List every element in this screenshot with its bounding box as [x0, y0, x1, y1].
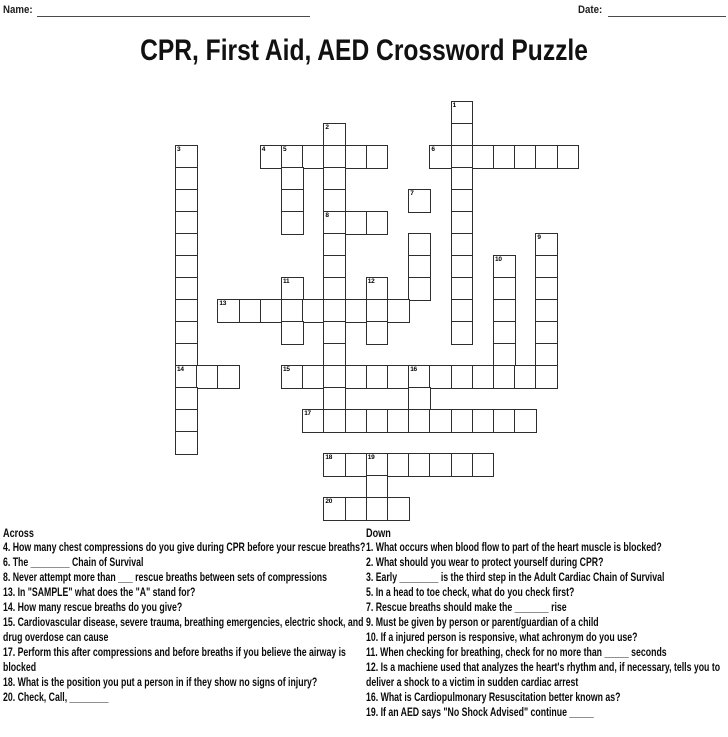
grid-cell[interactable]	[366, 321, 389, 345]
grid-cell[interactable]	[217, 299, 240, 323]
grid-cell[interactable]	[408, 453, 431, 477]
grid-cell[interactable]	[175, 387, 198, 411]
grid-cell[interactable]	[366, 497, 389, 521]
grid-cell[interactable]	[345, 409, 368, 433]
grid-cell[interactable]	[281, 321, 304, 345]
cell-number: 1	[452, 102, 456, 109]
grid-cell[interactable]	[217, 365, 240, 389]
cell-number: 20	[325, 498, 333, 505]
grid-cell[interactable]	[387, 453, 410, 477]
grid-cell[interactable]	[472, 453, 495, 477]
grid-cell[interactable]	[535, 321, 558, 345]
cell-number: 3	[177, 146, 181, 153]
cell-number: 4	[261, 146, 266, 153]
grid-cell[interactable]	[451, 321, 474, 345]
grid-cell[interactable]	[535, 277, 558, 301]
clue-down-12: 12. Is a machiene used that analyzes the heart's rhythm and, if necessary, tells you to deliver a shock to a victim in sudden cardiac arrest	[366, 662, 721, 689]
clue-across-14: 14. How many rescue breaths do you give?	[3, 602, 183, 614]
grid-cell[interactable]	[323, 321, 346, 345]
grid-cell[interactable]	[387, 409, 410, 433]
clue-across-17: 17. Perform this after compressions and before breaths if you believe the airway is blocked	[3, 647, 346, 674]
grid-cell[interactable]	[429, 365, 452, 389]
grid-cell[interactable]	[239, 299, 262, 323]
grid-cell[interactable]	[429, 453, 452, 477]
cell-number: 5	[283, 146, 287, 153]
grid-cell[interactable]	[472, 365, 495, 389]
grid-cell[interactable]	[281, 299, 304, 323]
grid-cell[interactable]	[323, 277, 346, 301]
crossword-grid	[175, 101, 585, 526]
grid-cell[interactable]	[323, 497, 346, 521]
grid-cell[interactable]	[175, 167, 198, 191]
cell-number: 14	[177, 366, 184, 373]
grid-cell[interactable]	[302, 299, 325, 323]
clue-down-5: 5. In a head to toe check, what do you check first?	[366, 587, 575, 599]
grid-cell[interactable]	[451, 123, 474, 147]
clue-down-3: 3. Early ________ is the third step in the Adult Cardiac Chain of Survival	[366, 572, 665, 584]
grid-cell[interactable]	[175, 277, 198, 301]
grid-cell[interactable]	[535, 255, 558, 279]
clue-across-15: 15. Cardiovascular disease, severe trauma, breathing emergencies, electric shock, and drug overdose can cause	[3, 617, 364, 644]
grid-cell[interactable]	[281, 167, 304, 191]
clue-down-10: 10. If a injured person is responsive, what achronym do you use?	[366, 632, 638, 644]
grid-cell[interactable]	[175, 321, 198, 345]
grid-cell[interactable]	[451, 453, 474, 477]
grid-cell[interactable]	[451, 145, 474, 169]
down-clues-column	[366, 526, 728, 721]
cell-number: 19	[367, 454, 375, 461]
grid-cell[interactable]	[514, 409, 537, 433]
grid-cell[interactable]	[366, 211, 389, 235]
grid-cell[interactable]	[302, 145, 325, 169]
grid-cell[interactable]	[323, 145, 346, 169]
grid-cell[interactable]	[493, 321, 516, 345]
clue-down-11: 11. When checking for breathing, check for no more than _____ seconds	[366, 647, 667, 659]
cell-number: 10	[495, 256, 502, 263]
grid-cell[interactable]	[323, 233, 346, 257]
grid-cell[interactable]	[387, 497, 410, 521]
page-title: CPR, First Aid, AED Crossword Puzzle	[140, 34, 588, 67]
grid-cell[interactable]	[493, 343, 516, 367]
cell-number: 2	[325, 124, 329, 131]
down-header: Down	[366, 526, 391, 540]
grid-cell[interactable]	[175, 409, 198, 433]
cell-number: 16	[410, 366, 417, 373]
grid-cell[interactable]	[366, 409, 389, 433]
grid-cell[interactable]	[345, 453, 368, 477]
cell-number: 17	[304, 410, 311, 417]
grid-cell[interactable]	[175, 365, 198, 389]
grid-cell[interactable]	[366, 475, 389, 499]
grid-cell[interactable]	[493, 299, 516, 323]
grid-cell[interactable]	[408, 387, 431, 411]
name-label: Name:	[3, 4, 33, 16]
grid-cell[interactable]	[493, 277, 516, 301]
across-header: Across	[3, 526, 34, 540]
grid-cell[interactable]	[451, 189, 474, 213]
grid-cell[interactable]	[175, 211, 198, 235]
grid-cell[interactable]	[451, 233, 474, 257]
grid-cell[interactable]	[387, 299, 410, 323]
cell-number: 9	[537, 234, 541, 241]
grid-cell[interactable]	[175, 189, 198, 213]
grid-cell[interactable]	[323, 123, 346, 147]
grid-cell[interactable]	[408, 365, 431, 389]
clue-down-16: 16. What is Cardiopulmonary Resuscitation better known as?	[366, 692, 621, 704]
grid-cell[interactable]	[451, 277, 474, 301]
grid-cell[interactable]	[175, 431, 198, 455]
grid-cell[interactable]	[345, 365, 368, 389]
grid-cell[interactable]	[323, 409, 346, 433]
grid-cell[interactable]	[260, 145, 283, 169]
clue-across-18: 18. What is the position you put a person in if they show no signs of injury?	[3, 677, 318, 689]
clue-across-6: 6. The ________ Chain of Survival	[3, 557, 144, 569]
grid-cell[interactable]	[366, 277, 389, 301]
cell-number: 18	[325, 454, 333, 461]
grid-cell[interactable]	[323, 299, 346, 323]
grid-cell[interactable]	[175, 145, 198, 169]
clue-across-20: 20. Check, Call, ________	[3, 692, 109, 704]
grid-cell[interactable]	[493, 409, 516, 433]
grid-cell[interactable]	[281, 189, 304, 213]
grid-cell[interactable]	[408, 277, 431, 301]
grid-cell[interactable]	[175, 299, 198, 323]
cell-number: 7	[410, 190, 414, 197]
cell-number: 12	[367, 278, 375, 285]
grid-cell[interactable]	[323, 453, 346, 477]
grid-cell[interactable]	[514, 365, 537, 389]
grid-cell[interactable]	[345, 145, 368, 169]
grid-cell[interactable]	[302, 365, 325, 389]
grid-cell[interactable]	[451, 255, 474, 279]
clue-down-2: 2. What should you wear to protect yourself during CPR?	[366, 557, 604, 569]
cell-number: 8	[325, 212, 329, 219]
grid-cell[interactable]	[366, 299, 389, 323]
grid-cell[interactable]	[408, 233, 431, 257]
grid-cell[interactable]	[323, 167, 346, 191]
grid-cell[interactable]	[260, 299, 283, 323]
grid-cell[interactable]	[535, 343, 558, 367]
across-clues-list	[3, 541, 369, 706]
grid-cell[interactable]	[302, 409, 325, 433]
grid-cell[interactable]	[175, 233, 198, 257]
grid-cell[interactable]	[472, 145, 495, 169]
grid-cell[interactable]	[408, 255, 431, 279]
grid-cell[interactable]	[514, 145, 537, 169]
grid-cell[interactable]	[323, 365, 346, 389]
grid-cell[interactable]	[451, 365, 474, 389]
grid-cell[interactable]	[323, 387, 346, 411]
grid-cell[interactable]	[493, 365, 516, 389]
grid-cell[interactable]	[493, 145, 516, 169]
cell-number: 6	[431, 146, 435, 153]
grid-cell[interactable]	[345, 299, 368, 323]
grid-cell[interactable]	[535, 145, 558, 169]
grid-cell[interactable]	[366, 145, 389, 169]
grid-cell[interactable]	[345, 211, 368, 235]
grid-cell[interactable]	[387, 365, 410, 389]
grid-cell[interactable]	[408, 409, 431, 433]
cell-number: 15	[283, 366, 290, 373]
clue-down-19: 19. If an AED says "No Shock Advised" continue _____	[366, 707, 594, 719]
clue-down-7: 7. Rescue breaths should make the _______ rise	[366, 602, 567, 614]
clue-across-4: 4. How many chest compressions do you give during CPR before your rescue breaths?	[3, 542, 366, 554]
grid-cell[interactable]	[281, 277, 304, 301]
grid-cell[interactable]	[451, 167, 474, 191]
grid-cell[interactable]	[366, 365, 389, 389]
grid-cell[interactable]	[451, 299, 474, 323]
grid-cell[interactable]	[535, 299, 558, 323]
grid-cell[interactable]	[345, 497, 368, 521]
cell-number: 11	[283, 278, 290, 285]
grid-cell[interactable]	[408, 189, 431, 213]
grid-cell[interactable]	[281, 145, 304, 169]
down-clues-list	[366, 541, 728, 721]
grid-cell[interactable]	[366, 453, 389, 477]
grid-cell[interactable]	[175, 343, 198, 367]
grid-cell[interactable]	[451, 409, 474, 433]
grid-cell[interactable]	[281, 365, 304, 389]
grid-cell[interactable]	[175, 255, 198, 279]
clue-down-9: 9. Must be given by person or parent/guardian of a child	[366, 617, 599, 629]
grid-cell[interactable]	[535, 365, 558, 389]
grid-cell[interactable]	[196, 365, 219, 389]
grid-cell[interactable]	[281, 211, 304, 235]
name-input-line[interactable]	[37, 3, 310, 17]
grid-cell[interactable]	[429, 145, 452, 169]
grid-cell[interactable]	[451, 211, 474, 235]
grid-cell[interactable]	[429, 409, 452, 433]
grid-cell[interactable]	[493, 255, 516, 279]
clue-across-8: 8. Never attempt more than ___ rescue breaths between sets of compressions	[3, 572, 327, 584]
grid-cell[interactable]	[535, 233, 558, 257]
grid-cell[interactable]	[557, 145, 580, 169]
grid-cell[interactable]	[451, 101, 474, 125]
grid-cell[interactable]	[472, 409, 495, 433]
grid-cell[interactable]	[323, 211, 346, 235]
cell-number: 13	[219, 300, 227, 307]
clue-down-1: 1. What occurs when blood flow to part of the heart muscle is blocked?	[366, 542, 662, 554]
grid-cell[interactable]	[323, 255, 346, 279]
date-label: Date:	[578, 4, 603, 16]
date-input-line[interactable]	[608, 3, 726, 17]
clue-across-13: 13. In "SAMPLE" what does the "A" stand for?	[3, 587, 196, 599]
grid-cell[interactable]	[323, 343, 346, 367]
grid-cell[interactable]	[323, 189, 346, 213]
